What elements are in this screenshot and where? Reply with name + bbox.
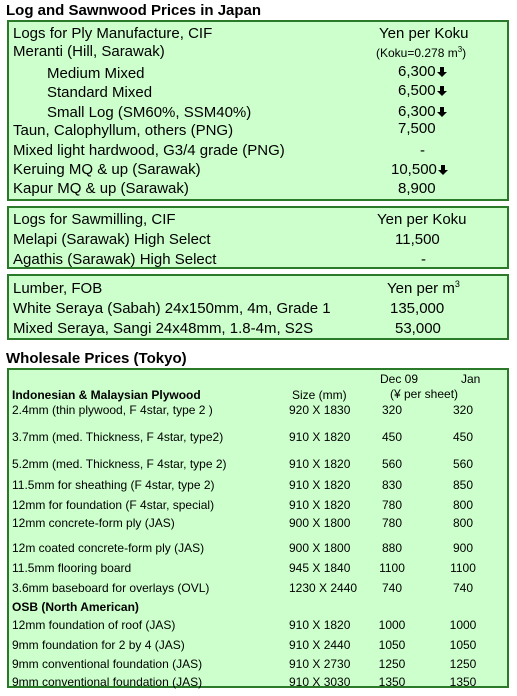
ply-row-value: - — [420, 142, 425, 159]
ply-row-value: 8,900 — [398, 180, 436, 197]
sawmill-row-value: - — [421, 251, 426, 268]
table-row-dec: 780 — [381, 498, 403, 512]
sawmill-unit: Yen per Koku — [377, 211, 467, 228]
table-row-item: 9mm conventional foundation (JAS) — [12, 657, 203, 671]
table-row-dec: 560 — [381, 457, 403, 471]
ply-row-label: Mixed light hardwood, G3/4 grade (PNG) — [13, 142, 285, 159]
table-row-jan: 900 — [452, 541, 474, 555]
down-arrow-icon — [439, 107, 445, 117]
lumber-row-label: White Seraya (Sabah) 24x150mm, 4m, Grade 1 — [13, 300, 331, 317]
ply-row-value: 6,500 — [398, 82, 445, 99]
table-row-size: 910 X 1820 — [289, 618, 351, 632]
table-row-item: 12m coated concrete-form ply (JAS) — [12, 541, 205, 555]
table-row-dec: 1350 — [378, 675, 406, 689]
table-row-item: 11.5mm for sheathing (F 4star, type 2) — [12, 478, 215, 492]
table-row-dec: 740 — [381, 581, 403, 595]
wholesale-table — [7, 368, 509, 688]
ply-row-label: Kapur MQ & up (Sarawak) — [13, 180, 189, 197]
table-row-jan: 800 — [452, 498, 474, 512]
table-row-jan: 560 — [452, 457, 474, 471]
ply-logs-unit: Yen per Koku — [379, 25, 469, 42]
lumber-header: Lumber, FOB — [13, 280, 103, 297]
table-row-size: 910 X 1820 — [289, 498, 351, 512]
table-row-item: 3.7mm (med. Thickness, F 4star, type2) — [12, 430, 224, 444]
down-arrow-icon — [439, 67, 445, 77]
section-title-wholesale: Wholesale Prices (Tokyo) — [6, 350, 187, 367]
table-row-jan: 1000 — [449, 618, 477, 632]
table-row-size: 910 X 2440 — [289, 638, 351, 652]
table-row-size: 910 X 1820 — [289, 430, 351, 444]
table-row-jan: 450 — [452, 430, 474, 444]
section-header-osb: OSB (North American) — [12, 600, 139, 614]
table-row-item: 12mm foundation of roof (JAS) — [12, 618, 176, 632]
ply-row-value: 7,500 — [398, 120, 436, 137]
table-row-size: 910 X 1820 — [289, 457, 351, 471]
table-row-item: 5.2mm (med. Thickness, F 4star, type 2) — [12, 457, 227, 471]
table-row-size: 910 X 1820 — [289, 478, 351, 492]
table-row-dec: 1100 — [379, 561, 405, 575]
table-row-jan: 320 — [452, 403, 474, 417]
ply-row-label: Standard Mixed — [47, 84, 153, 101]
table-row-item: 11.5mm flooring board — [12, 561, 132, 575]
ply-row-label: Medium Mixed — [47, 65, 145, 82]
lumber-row-label: Mixed Seraya, Sangi 24x48mm, 1.8-4m, S2S — [13, 320, 314, 337]
lumber-row-value: 53,000 — [395, 320, 441, 337]
table-row-item: 9mm conventional foundation (JAS) — [12, 675, 203, 689]
table-row-dec: 1250 — [378, 657, 406, 671]
table-row-jan: 1050 — [449, 638, 477, 652]
col-header-dec: Dec 09 — [380, 372, 419, 386]
col-header-unit: (¥ per sheet) — [390, 387, 459, 401]
table-row-item: 12mm concrete-form ply (JAS) — [12, 516, 175, 530]
table-row-size: 900 X 1800 — [289, 541, 351, 555]
table-row-jan: 740 — [452, 581, 474, 595]
lumber-unit: Yen per $m^3$ — [387, 279, 460, 297]
table-row-size: 910 X 3030 — [289, 675, 351, 689]
ply-row-label: Small Log (SM60%, SSM40%) — [47, 104, 252, 121]
table-row-dec: 780 — [381, 516, 403, 530]
table-row-item: 9mm foundation for 2 by 4 (JAS) — [12, 638, 185, 652]
ply-logs-header: Logs for Ply Manufacture, CIF — [13, 25, 213, 42]
sawmill-row-label: Melapi (Sarawak) High Select — [13, 231, 211, 248]
table-row-jan: 1100 — [450, 561, 476, 575]
table-row-size: 900 X 1800 — [289, 516, 351, 530]
table-row-item: 3.6mm baseboard for overlays (OVL) — [12, 581, 210, 595]
koku-note: (Koku=0.278 $m^3$) — [376, 45, 467, 60]
sawmill-logs-box — [7, 206, 509, 269]
table-row-dec: 320 — [381, 403, 403, 417]
ply-row-label: Keruing MQ & up (Sarawak) — [13, 161, 201, 178]
table-row-dec: 830 — [381, 478, 403, 492]
table-row-dec: 880 — [381, 541, 403, 555]
table-row-dec: 450 — [381, 430, 403, 444]
table-row-dec: 1000 — [378, 618, 406, 632]
section-title-log-prices: Log and Sawnwood Prices in Japan — [6, 2, 262, 19]
down-arrow-icon — [439, 86, 445, 96]
sawmill-header: Logs for Sawmilling, CIF — [13, 211, 176, 228]
ply-logs-box — [7, 20, 509, 201]
table-row-jan: 800 — [452, 516, 474, 530]
table-row-size: 1230 X 2440 — [289, 581, 358, 595]
ply-row-value: 6,300 — [398, 103, 445, 120]
table-row-jan: 1250 — [449, 657, 477, 671]
table-row-jan: 850 — [452, 478, 474, 492]
ply-row-value: 10,500 — [391, 161, 446, 178]
table-row-size: 945 X 1840 — [289, 561, 351, 575]
table-row-item: 2.4mm (thin plywood, F 4star, type 2 ) — [12, 403, 213, 417]
lumber-box — [7, 274, 509, 340]
col-header-jan: Jan — [461, 372, 481, 386]
section-header-plywood: Indonesian & Malaysian Plywood — [12, 388, 201, 402]
table-row-item: 12mm for foundation (F 4star, special) — [12, 498, 215, 512]
col-header-size: Size (mm) — [292, 388, 347, 402]
table-row-dec: 1050 — [378, 638, 406, 652]
lumber-row-value: 135,000 — [390, 300, 445, 317]
meranti-label: Meranti (Hill, Sarawak) — [13, 43, 165, 60]
table-row-jan: 1350 — [449, 675, 477, 689]
sawmill-row-value: 11,500 — [395, 231, 440, 248]
down-arrow-icon — [440, 165, 446, 175]
table-row-size: 910 X 2730 — [289, 657, 351, 671]
sawmill-row-label: Agathis (Sarawak) High Select — [13, 251, 217, 268]
ply-row-value: 6,300 — [398, 63, 445, 80]
table-row-size: 920 X 1830 — [289, 403, 351, 417]
ply-row-label: Taun, Calophyllum, others (PNG) — [13, 122, 234, 139]
